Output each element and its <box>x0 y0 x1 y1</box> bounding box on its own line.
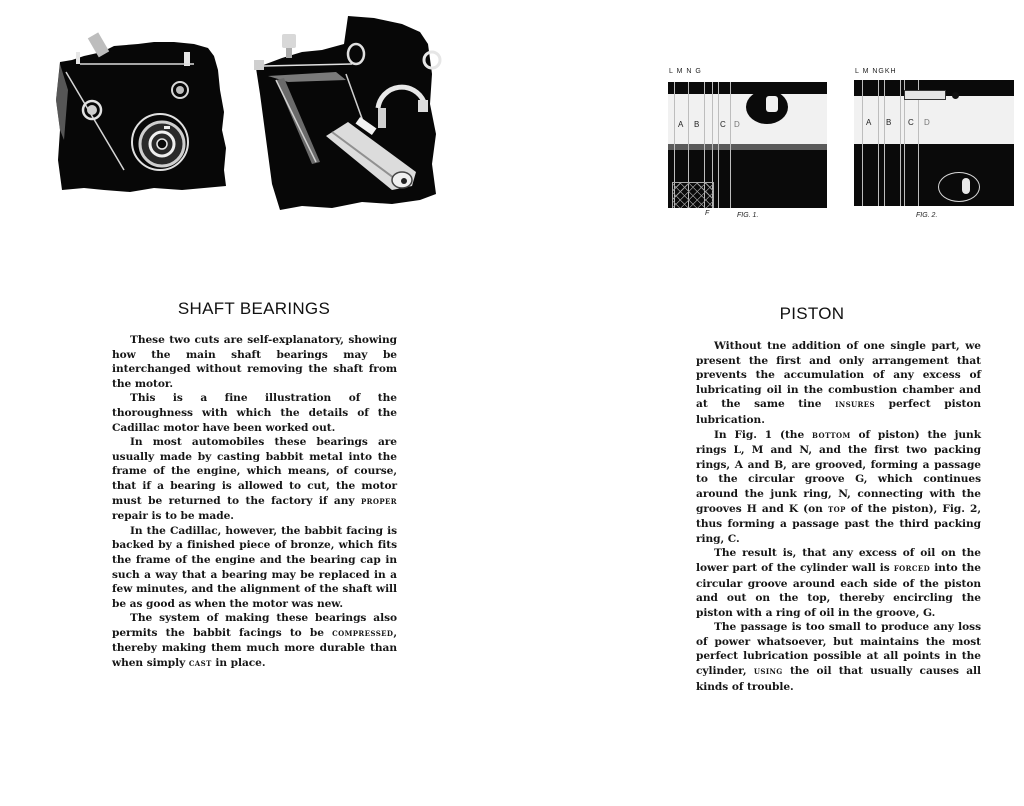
fig2-caption: FIG. 2. <box>916 212 938 219</box>
right-page <box>512 0 1024 806</box>
paragraph: In most automobiles these bearings are usually made by casting babbit metal into the frame of the engine, which means, of course, that if a bearing is allowed to cut, the motor must be returned to the factory if any proper repair is to be made. <box>112 436 397 523</box>
paragraph: The result is, that any excess of oil on the lower part of the cylinder wall is forced into the circular groove around each side of the piston and out on the top, thereby encircling the piston with a ring of oil in the groove, G. <box>696 547 981 619</box>
ring-label-a: A <box>678 120 684 129</box>
ring-groove-line <box>900 80 901 206</box>
paragraph: The system of making these bearings also permits the babbit facings to be compressed, thereby making them much more durable than when simply cast in place. <box>112 612 397 670</box>
paragraph: Without tne addition of one single part, we present the first and only arrangement that prevents the accumulation of any excess of lubricating oil in the combustion chamber and at the same tine insures perfect piston lubrication. <box>696 340 981 426</box>
fig1-bottom-label: F <box>705 210 710 217</box>
wrist-pin-hole <box>938 172 980 202</box>
paragraph: In Fig. 1 (the bottom of piston) the junk rings L, M and N, and the first two packing rings, A and B, are grooved, forming a passage to the circular groove G, which continues around the junk ring, N, connecting with the grooves H and K (on top of the piston), Fig. 2, thus forming a passage past the third packing ring, C. <box>696 428 981 545</box>
ring-label-c: C <box>908 118 914 127</box>
shaft-bearings-body <box>112 333 397 672</box>
piston-body <box>696 339 981 694</box>
fig1-top-labels: L M N G <box>669 68 702 75</box>
wrist-pin-highlight <box>962 178 970 194</box>
ring-groove-line <box>862 80 863 206</box>
piston-figure-2 <box>854 80 1014 206</box>
fig2-top-labels: L M NGKH <box>855 68 897 75</box>
ring-groove-line <box>878 80 879 206</box>
piston-figure-1 <box>668 82 827 208</box>
ring-label-a: A <box>866 118 872 127</box>
bearing-photo-1 <box>54 30 230 198</box>
ring-label-b: B <box>886 118 892 127</box>
groove-cross-hatch <box>672 182 714 208</box>
wrist-pin-highlight <box>766 96 778 112</box>
paragraph: The passage is too small to produce any loss of power whatsoever, but maintains the most perfect lubrication possible at all points in the cylinder, using the oil that usually causes all kinds of trouble. <box>696 621 981 693</box>
ring-label-b: B <box>694 120 700 129</box>
piston-surface-lower <box>668 144 827 150</box>
bearing-photo-2 <box>252 14 448 214</box>
fig1-caption: FIG. 1. <box>737 212 759 219</box>
oil-hole <box>952 92 959 99</box>
paragraph: These two cuts are self-explanatory, showing how the main shaft bearings may be interchanged without removing the shaft from the motor. <box>112 334 397 390</box>
ring-groove-line <box>718 82 719 208</box>
paragraph: This is a fine illustration of the thoroughness with which the details of the Cadillac motor have been worked out. <box>112 392 397 434</box>
ring-label-c: C <box>720 120 726 129</box>
groove-h-k <box>904 90 946 100</box>
section-heading-piston: PISTON <box>779 304 845 323</box>
ring-groove-line <box>730 82 731 208</box>
paragraph: In the Cadillac, however, the babbit facing is backed by a finished piece of bronze, which fits the frame of the engine and the bearing cap in such a way that a bearing may be replaced in a few minutes, and the alignment of the shaft will be as good as when the motor was new. <box>112 524 397 610</box>
ring-label-d: D <box>924 118 930 127</box>
ring-groove-line <box>884 80 885 206</box>
section-heading-shaft-bearings: SHAFT BEARINGS <box>177 299 331 318</box>
ring-label-d: D <box>734 120 740 129</box>
